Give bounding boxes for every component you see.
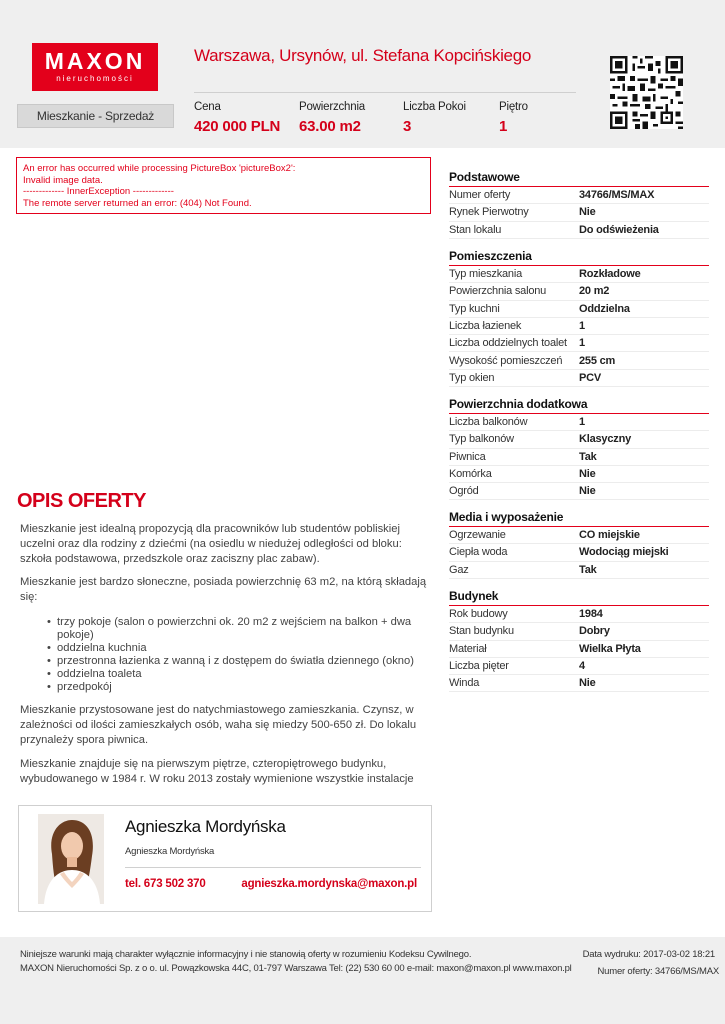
room-list [47, 616, 417, 694]
detail-label: Komórka [449, 468, 492, 481]
address-divider [194, 92, 576, 93]
detail-value: 1984 [579, 608, 603, 621]
detail-row [449, 352, 709, 369]
stat-label: Liczba Pokoi [403, 101, 466, 113]
detail-value: Nie [579, 485, 596, 498]
list-item: • oddzielna toaleta [47, 668, 417, 681]
detail-row [449, 527, 709, 544]
detail-row [449, 318, 709, 335]
detail-label: Powierzchnia salonu [449, 285, 547, 298]
detail-label: Ogród [449, 485, 479, 498]
detail-label: Piwnica [449, 450, 486, 463]
detail-value: Tak [579, 450, 597, 463]
detail-label: Numer oferty [449, 189, 511, 202]
footer-disclaimer: Niniejsze warunki mają charakter wyłącznie informacyjny i nie stanowią oferty w rozumieniu Kodeksu Cywilnego. [20, 949, 472, 960]
logo-tagline: nieruchomości [56, 74, 134, 83]
detail-row [449, 414, 709, 431]
agent-name: Agnieszka Mordyńska [125, 817, 286, 836]
detail-value: PCV [579, 371, 602, 384]
list-item: • trzy pokoje (salon o powierzchni ok. 20 m2 z wejściem na balkon + dwa pokoje) [47, 616, 417, 642]
detail-label: Typ mieszkania [449, 268, 523, 281]
detail-value: Oddzielna [579, 302, 630, 315]
maxon-logo[interactable] [32, 43, 158, 91]
detail-row [449, 283, 709, 300]
detail-row [449, 641, 709, 658]
agent-card [18, 805, 432, 912]
stat-label: Powierzchnia [299, 101, 365, 113]
list-item: • oddzielna kuchnia [47, 642, 417, 655]
description-paragraph: Mieszkanie przystosowane jest do natychmiastowego zamieszkania. Czynsz, w zależności od ilości zamieszkałych osób, waha się miedzy 500-650 zł. Do lokalu przynależy spora piwnica. [20, 704, 417, 746]
stat-floor [499, 100, 528, 137]
stat-value: 63.00 m2 [299, 118, 361, 135]
detail-row [449, 675, 709, 692]
description-paragraph: Mieszkanie jest idealną propozycją dla pracowników lub studentów pobliskiej uczelni oraz dla rodziny z dziećmi (na osiedlu w niedużej odległości od bloku: szkoła podstawowa, przedszkole oraz zaciszny plac zabaw). [20, 523, 402, 565]
detail-row [449, 301, 709, 318]
detail-label: Rynek Pierwotny [449, 206, 529, 219]
error-line: An error has occurred while processing PictureBox 'pictureBox2': [23, 163, 296, 174]
list-item: • przedpokój [47, 681, 417, 694]
detail-label: Liczba łazienek [449, 320, 522, 333]
detail-label: Rok budowy [449, 608, 508, 621]
agent-email-link[interactable]: agnieszka.mordynska@maxon.pl [241, 878, 417, 890]
detail-row [449, 370, 709, 387]
detail-row [449, 544, 709, 561]
description-heading: OPIS OFERTY [17, 490, 146, 512]
detail-row [449, 187, 709, 204]
error-line: The remote server returned an error: (404) Not Found. [23, 197, 252, 209]
detail-label: Typ kuchni [449, 302, 500, 315]
detail-label: Winda [449, 677, 480, 690]
footer-company-info: MAXON Nieruchomości Sp. z o o. ul. Powązkowska 44C, 01-797 Warszawa Tel: (22) 530 60 00 e-mail: maxon@maxon.pl www.maxon.pl [20, 963, 572, 974]
footer [0, 937, 725, 1024]
detail-label: Gaz [449, 563, 469, 576]
detail-label: Typ okien [449, 371, 495, 384]
detail-row [449, 483, 709, 500]
footer-print-date: Data wydruku: 2017-03-02 18:21 [582, 949, 715, 960]
section-title: Powierzchnia dodatkowa [449, 396, 709, 414]
agent-phone-link[interactable]: tel. 673 502 370 [125, 878, 206, 890]
property-address: Warszawa, Ursynów, ul. Stefana Kopcińskiego [194, 46, 532, 65]
detail-value: CO miejskie [579, 529, 640, 542]
offer-type-badge: Mieszkanie - Sprzedaż [17, 104, 174, 128]
stat-value: 420 000 PLN [194, 118, 281, 135]
error-line: Invalid image data. [23, 174, 103, 186]
agent-divider [125, 867, 421, 868]
detail-value: Klasyczny [579, 433, 632, 446]
agent-subtitle: Agnieszka Mordyńska [125, 846, 215, 857]
detail-value: 20 m2 [579, 285, 610, 298]
detail-row [449, 222, 709, 239]
section-media [449, 509, 709, 579]
stat-value: 1 [499, 118, 508, 135]
detail-value: Wielka Płyta [579, 642, 641, 655]
detail-row [449, 562, 709, 579]
stat-price [194, 100, 280, 137]
image-error-message [16, 157, 431, 214]
detail-value: 255 cm [579, 354, 616, 367]
detail-row [449, 431, 709, 448]
stat-rooms [403, 100, 466, 137]
section-title: Media i wyposażenie [449, 509, 709, 527]
stat-value: 3 [403, 118, 412, 135]
detail-label: Typ balkonów [449, 433, 514, 446]
detail-value: Nie [579, 468, 596, 481]
description-paragraph: Mieszkanie jest bardzo słoneczne, posiada powierzchnię 63 m2, na którą składają się: [20, 576, 427, 603]
detail-value: Rozkładowe [579, 268, 641, 281]
detail-row [449, 204, 709, 221]
detail-row [449, 623, 709, 640]
detail-value: 34766/MS/MAX [579, 189, 655, 202]
section-powierzchnia-dodatkowa [449, 396, 709, 500]
detail-row [449, 466, 709, 483]
detail-row [449, 266, 709, 283]
stat-area [299, 100, 365, 137]
stat-label: Cena [194, 101, 221, 113]
detail-label: Liczba oddzielnych toalet [449, 337, 567, 350]
detail-value: Tak [579, 563, 597, 576]
list-item: • przestronna łazienka z wanną i z dostępem do światła dziennego (okno) [47, 655, 417, 668]
detail-value: Nie [579, 677, 596, 690]
detail-label: Liczba pięter [449, 660, 509, 673]
section-budynek [449, 588, 709, 692]
section-title: Pomieszczenia [449, 248, 709, 266]
section-podstawowe [449, 169, 709, 239]
logo-wordmark: MAXON [44, 48, 146, 74]
qr-code-icon[interactable] [610, 56, 683, 129]
detail-label: Ogrzewanie [449, 529, 506, 542]
detail-row [449, 606, 709, 623]
detail-label: Ciepła woda [449, 546, 508, 559]
detail-value: Wodociąg miejski [579, 546, 669, 559]
detail-value: Do odświeżenia [579, 223, 659, 236]
detail-row [449, 658, 709, 675]
section-title: Podstawowe [449, 169, 709, 187]
agent-photo [38, 814, 104, 904]
detail-value: 1 [579, 416, 585, 429]
section-title: Budynek [449, 588, 709, 606]
footer-offer-number: Numer oferty: 34766/MS/MAX [597, 966, 719, 977]
detail-value: 4 [579, 660, 585, 673]
detail-value: Nie [579, 206, 596, 219]
detail-label: Materiał [449, 642, 487, 655]
error-line: ------------- InnerException ------------- [23, 186, 174, 197]
detail-label: Wysokość pomieszczeń [449, 354, 563, 367]
detail-label: Liczba balkonów [449, 416, 528, 429]
detail-value: 1 [579, 337, 585, 350]
detail-value: Dobry [579, 625, 610, 638]
detail-label: Stan lokalu [449, 223, 502, 236]
stat-label: Piętro [499, 101, 528, 113]
detail-value: 1 [579, 320, 585, 333]
description-paragraph: Mieszkanie znajduje się na pierwszym piętrze, czteropiętrowego budynku, wybudowanego w 1984 r. W roku 2013 zostały wymienione wszystkie instalacje [20, 758, 414, 785]
detail-row [449, 449, 709, 466]
header-band [0, 0, 725, 148]
detail-label: Stan budynku [449, 625, 514, 638]
detail-row [449, 335, 709, 352]
section-pomieszczenia [449, 248, 709, 387]
